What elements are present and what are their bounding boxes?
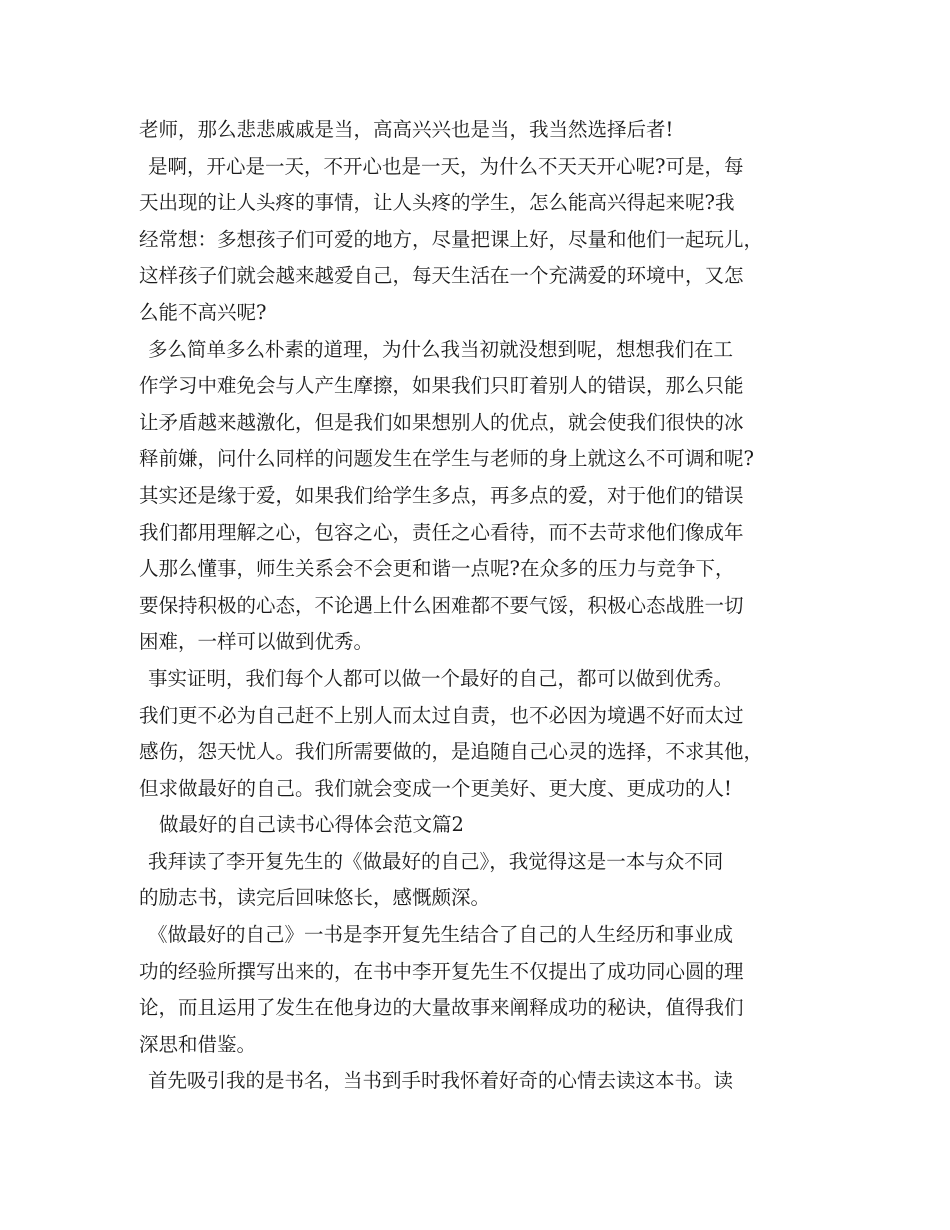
text-line: 这样孩子们就会越来越爱自己，每天生活在一个充满爱的环境中，又怎 [139,264,744,288]
paragraph-first-line: 首先吸引我的是书名，当书到手时我怀着好奇的心情去读这本书。读 [148,1069,734,1093]
paragraph-first-line: 是啊，开心是一天，不开心也是一天，为什么不天天开心呢?可是，每 [148,154,744,178]
text-line: 困难，一样可以做到优秀。 [139,630,374,654]
text-line: 天出现的让人头疼的事情，让人头疼的学生，怎么能高兴得起来呢?我 [139,191,735,215]
text-line: 经常想：多想孩子们可爱的地方，尽量把课上好，尽量和他们一起玩儿， [139,227,764,251]
text-line: 人那么懂事，师生关系会不会更和谐一点呢?在众多的压力与竞争下， [139,557,735,581]
text-line: 我们更不必为自己赶不上别人而太过自责，也不必因为境遇不好而太过 [139,703,744,727]
text-line: 论，而且运用了发生在他身边的大量故事来阐释成功的秘诀，值得我们 [139,996,744,1020]
paragraph-first-line: 我拜读了李开复先生的《做最好的自己》，我觉得这是一本与众不同 [148,849,724,873]
text-line: 老师，那么悲悲戚戚是当，高高兴兴也是当，我当然选择后者! [139,118,674,141]
paragraph-first-line: 多么简单多么朴素的道理，为什么我当初就没想到呢，想想我们在工 [148,337,734,361]
text-line: 但求做最好的自己。我们就会变成一个更美好、更大度、更成功的人! [139,776,732,800]
paragraph-first-line: 《做最好的自己》一书是李开复先生结合了自己的人生经历和事业成 [148,923,734,947]
text-line: 感伤，怨天忧人。我们所需要做的，是追随自己心灵的选择，不求其他， [139,740,764,764]
text-line: 深思和借鉴。 [139,1032,257,1056]
text-line: 作学习中难免会与人产生摩擦，如果我们只盯着别人的错误，那么只能 [139,374,744,398]
paragraph-first-line: 事实证明，我们每个人都可以做一个最好的自己，都可以做到优秀。 [148,666,734,690]
text-line: 么能不高兴呢? [139,300,267,324]
section-heading: 做最好的自己读书心得体会范文篇2 [159,813,464,837]
text-line: 让矛盾越来越激化，但是我们如果想别人的优点，就会使我们很快的冰 [139,410,744,434]
text-line: 我们都用理解之心，包容之心，责任之心看待，而不去苛求他们像成年 [139,520,744,544]
text-line: 释前嫌，问什么同样的问题发生在学生与老师的身上就这么不可调和呢? [139,447,754,471]
text-line: 其实还是缘于爱，如果我们给学生多点，再多点的爱，对于他们的错误 [139,483,744,507]
text-line: 功的经验所撰写出来的，在书中李开复先生不仅提出了成功同心圆的理 [139,959,744,983]
text-line: 的励志书，读完后回味悠长，感慨颇深。 [139,886,491,910]
text-line: 要保持积极的心态，不论遇上什么困难都不要气馁，积极心态战胜一切 [139,593,744,617]
document-body [139,112,829,1100]
